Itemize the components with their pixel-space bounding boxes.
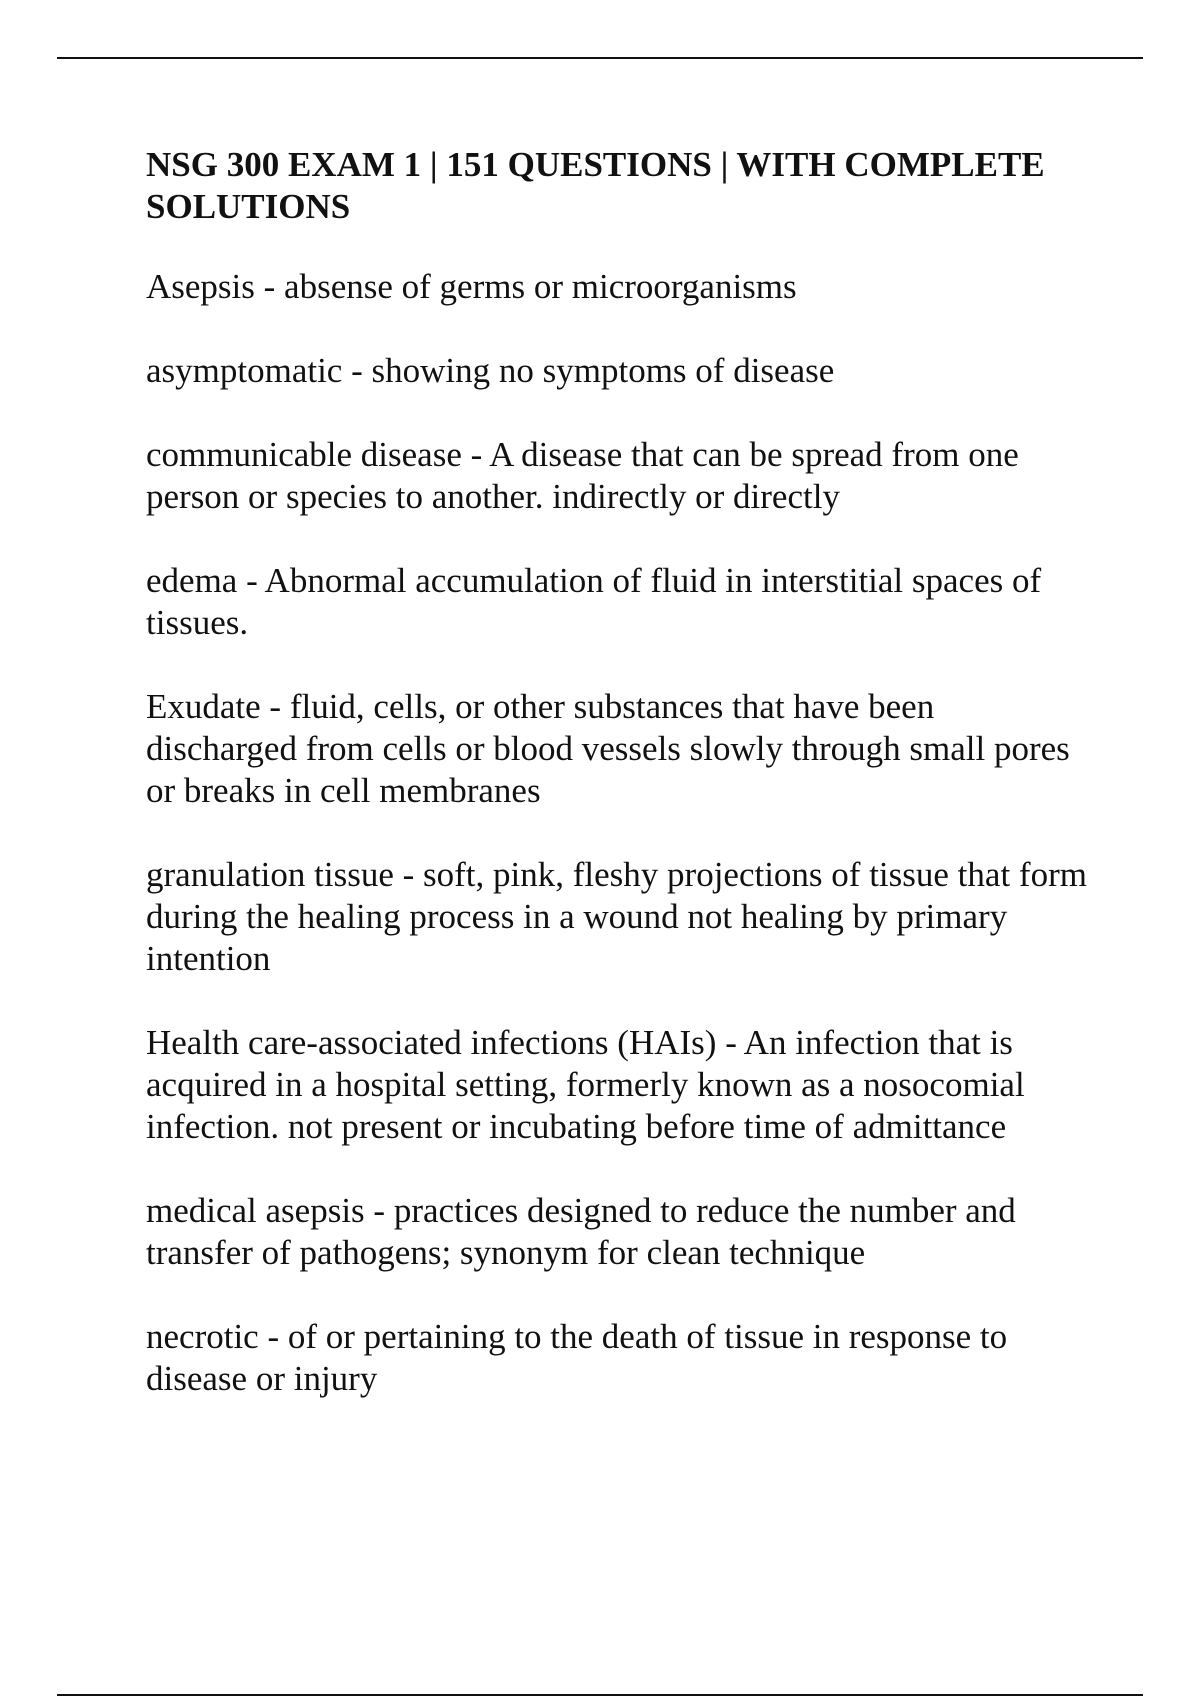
document-title: NSG 300 EXAM 1 | 151 QUESTIONS | WITH COMPLETE SOLUTIONS	[146, 145, 1045, 226]
definition-entry: granulation tissue - soft, pink, fleshy projections of tissue that form during the healing process in a wound not healing by primary intention	[146, 855, 1087, 978]
definition-entry: asymptomatic - showing no symptoms of disease	[146, 351, 835, 390]
definition-entry: medical asepsis - practices designed to reduce the number and transfer of pathogens; synonym for clean technique	[146, 1191, 1016, 1272]
document-body	[146, 144, 1091, 1442]
definition-entry: Exudate - fluid, cells, or other substances that have been discharged from cells or blood vessels slowly through small pores or breaks in cell membranes	[146, 687, 1070, 810]
definition-entry: necrotic - of or pertaining to the death of tissue in response to disease or injury	[146, 1317, 1008, 1398]
definition-entry: Asepsis - absense of germs or microorganisms	[146, 267, 797, 306]
top-rule	[57, 57, 1143, 59]
definition-entry: Health care-associated infections (HAIs) - An infection that is acquired in a hospital setting, formerly known as a nosocomial infection. not present or incubating before time of admittance	[146, 1023, 1025, 1146]
bottom-rule	[57, 1694, 1143, 1696]
definition-entry: communicable disease - A disease that can be spread from one person or species to another. indirectly or directly	[146, 435, 1019, 516]
definition-entry: edema - Abnormal accumulation of fluid in interstitial spaces of tissues.	[146, 561, 1042, 642]
